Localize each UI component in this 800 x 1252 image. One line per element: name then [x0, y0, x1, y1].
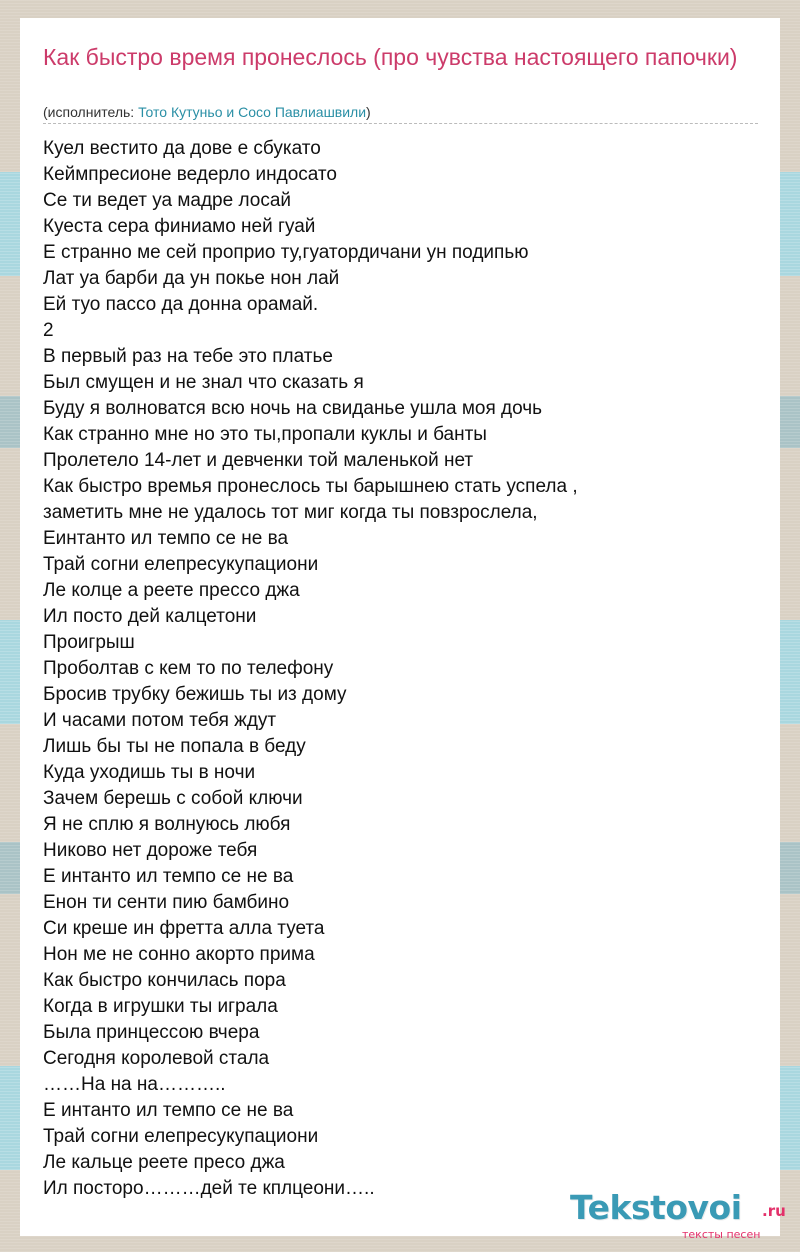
- lyric-line: Сегодня королевой стала: [43, 1048, 270, 1069]
- lyric-line: Си креше ин фретта алла туета: [43, 918, 325, 939]
- lyric-line: заметить мне не удалось тот миг когда ты повзрослела,: [43, 502, 538, 523]
- lyric-line: Лат уа барби да ун покье нон лай: [43, 268, 340, 289]
- logo-tld: .ru: [762, 1202, 786, 1220]
- lyric-line: Никово нет дороже тебя: [43, 840, 258, 861]
- lyric-line: Се ти ведет уа мадре лосай: [43, 190, 292, 211]
- lyric-line: Ил посто дей калцетони: [43, 606, 257, 627]
- lyric-line: Лишь бы ты не попала в беду: [43, 736, 306, 757]
- lyric-line: Была принцессою вчера: [43, 1022, 260, 1043]
- lyric-line: Ле кальце реете пресо джа: [43, 1152, 285, 1173]
- lyric-line: Е странно ме сей проприо ту,гуатордичани ун подипью: [43, 242, 529, 263]
- song-title: Как быстро время пронеслось (про чувства настоящего папочки): [43, 44, 738, 70]
- lyric-line: Когда в игрушки ты играла: [43, 996, 278, 1017]
- site-logo[interactable]: [570, 1188, 790, 1248]
- lyric-line: Бросив трубку бежишь ты из дому: [43, 684, 347, 705]
- lyric-line: Зачем берешь с собой ключи: [43, 788, 303, 809]
- lyric-line: Буду я волноватся всю ночь на свиданье ушла моя дочь: [43, 398, 543, 419]
- lyric-line: Нон ме не сонно акорто прима: [43, 944, 315, 965]
- artist-line: [43, 104, 371, 120]
- logo-tagline: тексты песен: [682, 1228, 761, 1241]
- lyric-line: Ле колце а реете прессо джа: [43, 580, 300, 601]
- lyric-line: Пролетело 14-лет и девченки той маленькой нет: [43, 450, 474, 471]
- lyric-line: Куел вестито да дове е сбукато: [43, 138, 321, 159]
- lyric-line: И часами потом тебя ждут: [43, 710, 277, 731]
- lyric-line: Я не сплю я волнуюсь любя: [43, 814, 291, 835]
- lyric-line: Проболтав с кем то по телефону: [43, 658, 334, 679]
- lyric-line: Трай согни елепресукупациони: [43, 554, 319, 575]
- lyric-line: Куда уходишь ты в ночи: [43, 762, 256, 783]
- lyric-line: Е интанто ил темпо се не ва: [43, 1100, 294, 1121]
- dashed-divider: [43, 123, 758, 124]
- lyric-line: ……На на на………..: [43, 1074, 226, 1095]
- lyric-line: Как странно мне но это ты,пропали куклы и банты: [43, 424, 487, 445]
- lyric-line: Проигрыш: [43, 632, 135, 653]
- lyric-line: Трай согни елепресукупациони: [43, 1126, 319, 1147]
- lyric-line: Куеста сера финиамо ней гуай: [43, 216, 316, 237]
- lyric-line: Ей туо пассо да донна орамай.: [43, 294, 319, 315]
- artist-link[interactable]: Тото Кутуньо и Сосо Павлиашвили: [138, 104, 367, 120]
- logo-wordmark: Tekstovoi: [570, 1188, 742, 1227]
- lyric-line: Е интанто ил темпо се не ва: [43, 866, 294, 887]
- lyric-line: Кеймпресионе ведерло индосато: [43, 164, 337, 185]
- lyric-line: Еинтанто ил темпо се не ва: [43, 528, 289, 549]
- artist-prefix: (исполнитель:: [43, 104, 139, 120]
- lyric-line: Ил посторо………дей те кплцеони…..: [43, 1178, 375, 1199]
- lyric-line: Енон ти сенти пию бамбино: [43, 892, 290, 913]
- lyric-line: Как быстро кончилась пора: [43, 970, 286, 991]
- lyric-line: Был смущен и не знал что сказать я: [43, 372, 364, 393]
- lyrics-card: [20, 18, 786, 1241]
- lyrics-text: [43, 136, 578, 1202]
- artist-suffix: ): [366, 104, 371, 120]
- lyric-line: Как быстро времья пронеслось ты барышнею стать успела ,: [43, 476, 578, 497]
- lyric-line: 2: [43, 320, 54, 341]
- lyric-line: В первый раз на тебе это платье: [43, 346, 333, 367]
